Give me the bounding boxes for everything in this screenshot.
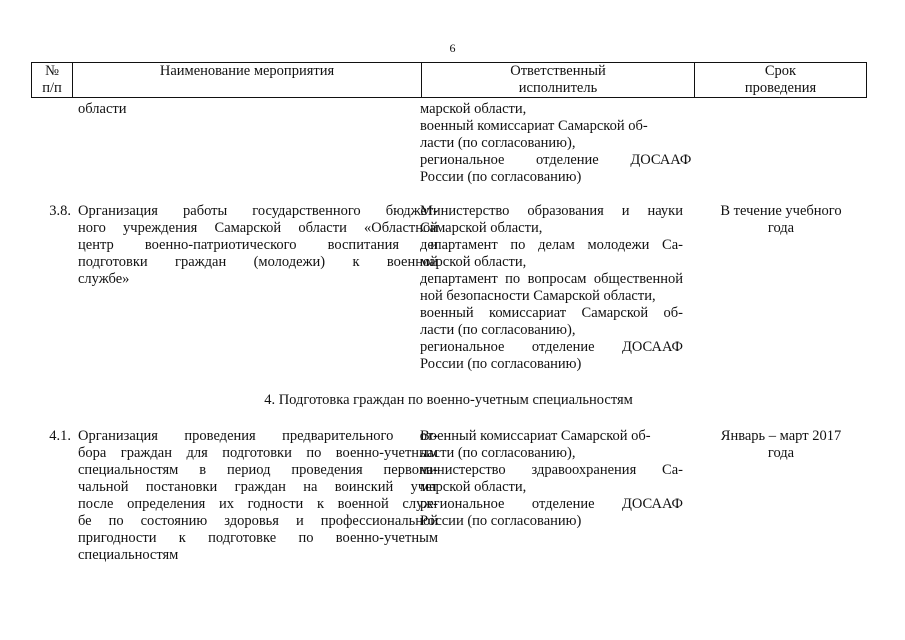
cell-number: 3.8. <box>49 203 71 219</box>
header-executor-line1: Ответственный <box>510 63 606 79</box>
cell-name-line: службе» <box>78 271 130 287</box>
cell-number: 4.1. <box>49 428 71 444</box>
cell-term-line: В течение учебного <box>720 203 842 219</box>
cell-name-line: специальностям <box>78 547 179 563</box>
cell-executor-line: России (по согласованию) <box>420 356 582 372</box>
header-term-line1: Срок <box>764 63 797 79</box>
cell-executor-line: марской области, <box>420 479 527 495</box>
cell-executor-line: ласти (по согласованию), <box>420 322 576 338</box>
cell-executor-line: региональное отделение ДОСААФ <box>420 152 692 168</box>
cell-executor-line: России (по согласованию) <box>420 169 582 185</box>
cell-executor-line: России (по согласованию) <box>420 513 582 529</box>
cell-name-line: Организация проведения предварительного от- <box>78 428 438 444</box>
cell-name-line: чальной постановки граждан на воинский учет <box>78 479 438 495</box>
header-number <box>32 63 73 98</box>
cell-term <box>696 203 866 237</box>
cell-executor-line: военный комиссариат Самарской об- <box>420 118 648 134</box>
cell-executor-line: Военный комиссариат Самарской об- <box>420 428 651 444</box>
header-executor <box>422 63 695 98</box>
cell-executor-line: ласти (по согласованию), <box>420 135 576 151</box>
cell-executor-line: ной безопасности Самарской области, <box>420 288 656 304</box>
cell-name-line: пригодности к подготовке по военно-учетным <box>78 530 438 546</box>
cell-executor <box>420 203 683 373</box>
cell-executor-line: военный комиссариат Самарской об- <box>420 305 683 321</box>
section-title-4: 4. Подготовка граждан по военно-учетным специальностям <box>264 392 633 408</box>
header-event-name <box>73 63 422 98</box>
cell-name-line: бе по состоянию здоровья и профессиональной <box>78 513 438 529</box>
cell-name-line: центр военно-патриотического воспитания и <box>78 237 438 253</box>
page-number: 6 <box>449 41 456 55</box>
cell-executor-line: региональное отделение ДОСААФ <box>420 339 683 355</box>
cell-name-line: ного учреждения Самарской области «Областной <box>78 220 438 236</box>
header-executor-line2: исполнитель <box>518 80 598 96</box>
cell-executor-line: Самарской области, <box>420 220 543 236</box>
cell-name <box>78 203 438 288</box>
cell-executor-line: региональное отделение ДОСААФ <box>420 496 683 512</box>
table-header <box>31 62 867 98</box>
cell-name-line: подготовки граждан (молодежи) к военной <box>78 254 438 270</box>
cell-executor-line: департамент по вопросам общественной <box>420 271 683 287</box>
cell-term <box>696 428 866 462</box>
cell-executor <box>420 101 692 186</box>
header-term <box>695 63 867 98</box>
cell-executor <box>420 428 683 530</box>
header-number-line1: № <box>45 63 59 79</box>
cell-term-line: Январь – март 2017 <box>720 428 842 444</box>
cell-name-line: области <box>78 101 127 117</box>
cell-executor-line: департамент по делам молодежи Са- <box>420 237 683 253</box>
cell-executor-line: Министерство образования и науки <box>420 203 683 219</box>
cell-name <box>78 101 458 118</box>
cell-name-line: Организация работы государственного бюджет- <box>78 203 438 219</box>
header-event-name-text: Наименование мероприятия <box>159 63 335 79</box>
cell-name-line: специальностям в период проведения первона- <box>78 462 438 478</box>
cell-executor-line: министерство здравоохранения Са- <box>420 462 683 478</box>
cell-name-line: бора граждан для подготовки по военно-учетным <box>78 445 438 461</box>
cell-name-line: после определения их годности к военной служ- <box>78 496 438 512</box>
cell-name <box>78 428 438 564</box>
cell-term-line: года <box>767 220 795 236</box>
cell-executor-line: марской области, <box>420 101 527 117</box>
cell-term-line: года <box>767 445 795 461</box>
cell-executor-line: ласти (по согласованию), <box>420 445 576 461</box>
header-number-line2: п/п <box>42 80 62 96</box>
header-term-line2: проведения <box>744 80 817 96</box>
cell-executor-line: марской области, <box>420 254 527 270</box>
